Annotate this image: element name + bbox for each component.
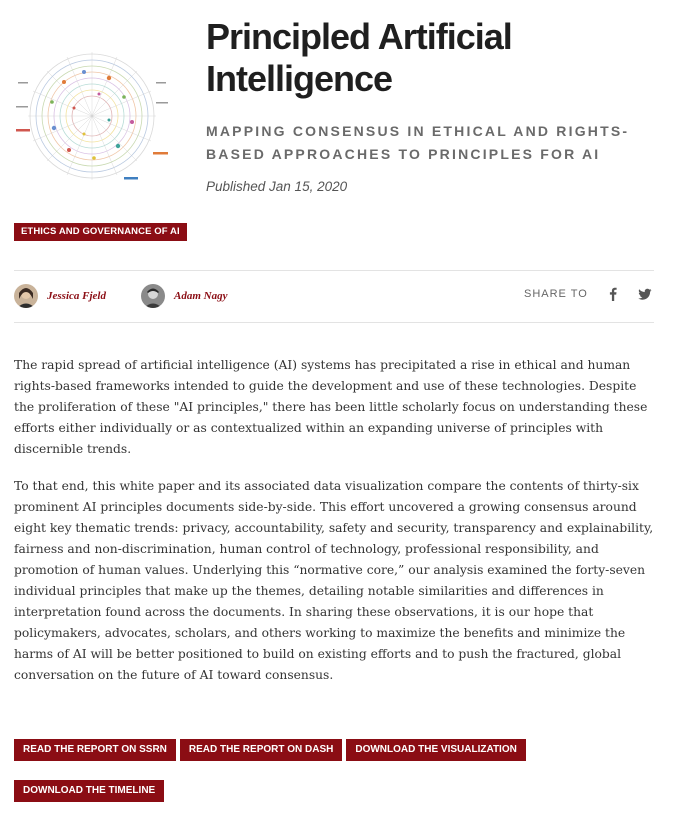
- share-label: SHARE TO: [524, 288, 588, 300]
- principles-visualization-image: [14, 42, 174, 192]
- share-bar: [524, 287, 670, 301]
- body-paragraph: The rapid spread of artificial intelligence (AI) systems has precipitated a rise in ethical and human rights-based frameworks intended to guide the development and use of these technologies. Despite the proliferation of these "AI principles," there has been little scholarly focus on understanding these efforts either individually or as contextualized within an expanding universe of principles with discernible trends.: [14, 358, 648, 456]
- page-title: Principled Artificial Intelligence: [206, 16, 512, 99]
- page-subtitle: MAPPING CONSENSUS IN ETHICAL AND RIGHTS-BASED APPROACHES TO PRINCIPLES FOR AI: [206, 123, 630, 162]
- read-report-ssrn-button[interactable]: READ THE REPORT ON SSRN: [14, 739, 176, 761]
- download-timeline-button[interactable]: DOWNLOAD THE TIMELINE: [14, 780, 164, 802]
- divider: [14, 322, 654, 323]
- facebook-icon[interactable]: [606, 287, 620, 301]
- topic-tag[interactable]: ETHICS AND GOVERNANCE OF AI: [14, 223, 187, 241]
- avatar: [141, 284, 165, 308]
- author-adam-nagy[interactable]: [141, 284, 227, 308]
- report-buttons: [14, 739, 530, 761]
- author-name: Jessica Fjeld: [47, 290, 106, 302]
- article-body: [14, 355, 659, 702]
- avatar: [14, 284, 38, 308]
- published-date: Published Jan 15, 2020: [206, 179, 348, 194]
- body-paragraph: To that end, this white paper and its associated data visualization compare the contents of thirty-six prominent AI principles documents side-by-side. This effort uncovered a growing consensus around eight key thematic trends: privacy, accountability, safety and security, transparency and explainability, fairness and non-discrimination, human control of technology, professional responsibility, and promotion of human values. Underlying this “normative core,” our analysis examined the forty-seven individual principles that make up the themes, detailing notable similarities and differences in interpretation found across the documents. In sharing these observations, it is our hope that policymakers, advocates, scholars, and others working to maximize the benefits and minimize the harms of AI will be better positioned to build on existing efforts and to push the fractured, global conversation on the future of AI toward consensus.: [14, 479, 654, 682]
- twitter-icon[interactable]: [638, 287, 652, 301]
- timeline-buttons: [14, 780, 168, 802]
- download-visualization-button[interactable]: DOWNLOAD THE VISUALIZATION: [346, 739, 525, 761]
- author-name: Adam Nagy: [174, 290, 228, 302]
- read-report-dash-button[interactable]: READ THE REPORT ON DASH: [180, 739, 342, 761]
- divider: [14, 270, 654, 271]
- author-jessica-fjeld[interactable]: [14, 284, 106, 308]
